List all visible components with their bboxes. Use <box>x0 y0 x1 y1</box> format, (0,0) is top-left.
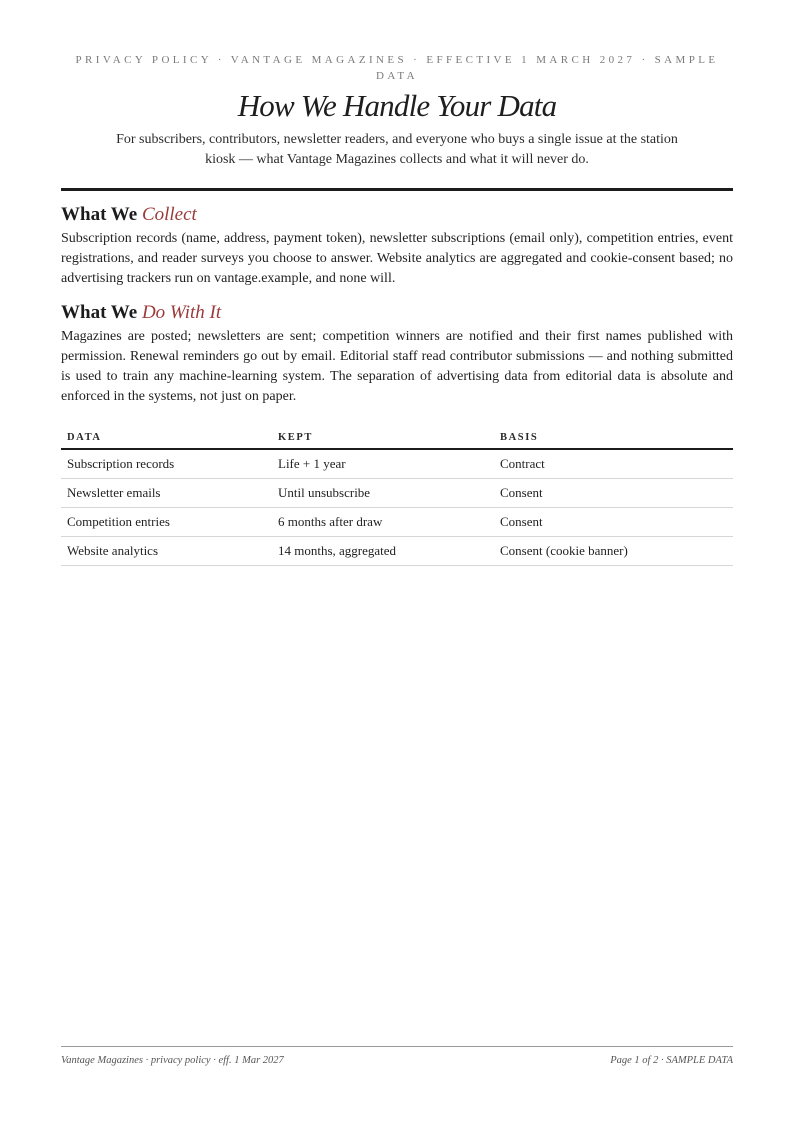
document-kicker: PRIVACY POLICY · VANTAGE MAGAZINES · EFFECTIVE 1 MARCH 2027 · SAMPLE DATA <box>75 54 719 82</box>
cell-data: Website analytics <box>61 537 272 566</box>
cell-kept: Life + 1 year <box>272 449 494 479</box>
section-heading-collect <box>61 203 733 227</box>
table-row <box>61 537 733 566</box>
table-header-row <box>61 427 733 449</box>
cell-kept: 14 months, aggregated <box>272 537 494 566</box>
cell-data: Newsletter emails <box>61 479 272 508</box>
cell-basis: Consent <box>494 479 733 508</box>
cell-basis: Consent (cookie banner) <box>494 537 733 566</box>
page-footer <box>61 1046 733 1066</box>
table-row <box>61 479 733 508</box>
section-body-use: Magazines are posted; newsletters are sent; competition winners are notified and their first names published with permission. Renewal reminders go out by email. Editorial staff read contributor submissions — and nothing submitted is used to train any machine-learning system. The separation of advertising data from editorial data is absolute and enforced in the systems, not just on paper. <box>61 329 733 404</box>
table-row <box>61 508 733 537</box>
retention-table <box>61 427 733 566</box>
column-header-basis: BASIS <box>494 427 733 449</box>
page-title: How We Handle Your Data <box>237 88 557 123</box>
table-row <box>61 449 733 479</box>
cell-kept: 6 months after draw <box>272 508 494 537</box>
footer-left: Vantage Magazines · privacy policy · eff. 1 Mar 2027 <box>61 1055 284 1066</box>
cell-data: Competition entries <box>61 508 272 537</box>
page-subtitle: For subscribers, contributors, newsletter readers, and everyone who buys a single issue at the station kiosk — what Vantage Magazines collects and what it will never do. <box>116 132 678 167</box>
footer-page-number: Page 1 of 2 · SAMPLE DATA <box>610 1055 733 1066</box>
cell-basis: Consent <box>494 508 733 537</box>
column-header-data: DATA <box>61 427 272 449</box>
header-divider <box>61 188 733 191</box>
cell-kept: Until unsubscribe <box>272 479 494 508</box>
section-collect <box>61 203 733 289</box>
column-header-kept: KEPT <box>272 427 494 449</box>
section-heading-accent: Collect <box>141 204 197 225</box>
section-heading-accent: Do With It <box>141 302 222 323</box>
section-heading-prefix: What We <box>61 204 138 225</box>
cell-data: Subscription records <box>61 449 272 479</box>
section-heading-prefix: What We <box>61 302 138 323</box>
section-use <box>61 301 733 407</box>
section-heading-use <box>61 301 733 325</box>
section-body-collect: Subscription records (name, address, payment token), newsletter subscriptions (email only), competition entries, event registrations, and reader surveys you choose to answer. Website analytics are aggregated and cookie-consent based; no advertising trackers run on vantage.example, and none will. <box>61 231 733 286</box>
cell-basis: Contract <box>494 449 733 479</box>
policy-page <box>61 52 733 566</box>
